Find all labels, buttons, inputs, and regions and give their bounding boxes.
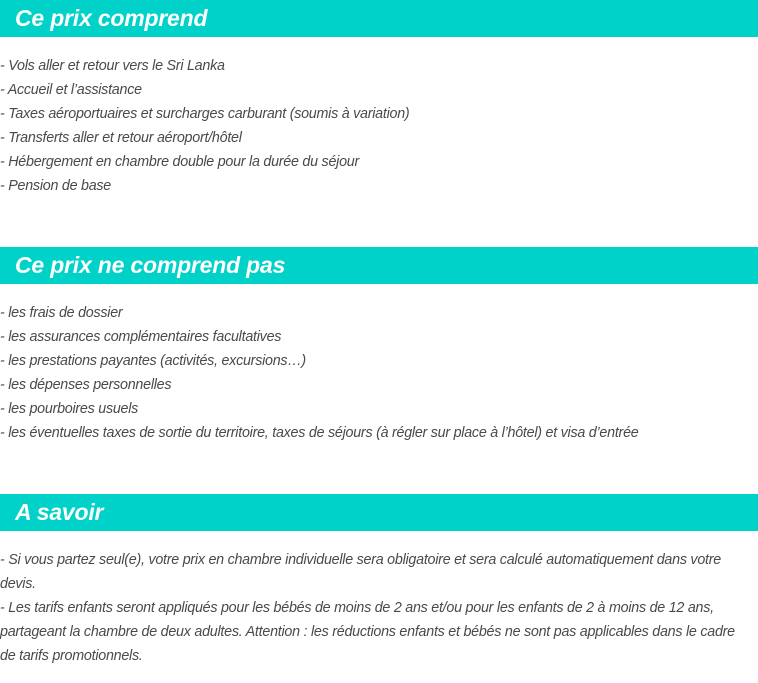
section-header — [0, 494, 758, 531]
section-title: A savoir — [15, 499, 104, 525]
included-list — [0, 37, 758, 198]
list-item: - les éventuelles taxes de sortie du territoire, taxes de séjours (à régler sur place à l’hôtel) et visa d’entrée — [0, 425, 639, 441]
list-item: - Taxes aéroportuaires et surcharges carburant (soumis à variation) — [0, 106, 410, 122]
section-good-to-know — [0, 494, 758, 668]
section-header — [0, 0, 758, 37]
list-item: - les frais de dossier — [0, 305, 123, 321]
note-paragraph: - Si vous partez seul(e), votre prix en chambre individuelle sera obligatoire et sera calculé automatiquement dans votre devis. — [0, 552, 721, 592]
section-header — [0, 247, 758, 284]
list-item: - Transferts aller et retour aéroport/hôtel — [0, 130, 242, 146]
list-item: - les dépenses personnelles — [0, 377, 172, 393]
notes-list — [0, 531, 758, 668]
list-item: - les pourboires usuels — [0, 401, 139, 417]
list-item: - Pension de base — [0, 178, 111, 194]
section-title: Ce prix comprend — [15, 5, 208, 31]
section-price-excludes — [0, 247, 758, 445]
excluded-list — [0, 284, 758, 445]
list-item: - Vols aller et retour vers le Sri Lanka — [0, 58, 225, 74]
list-item: - Hébergement en chambre double pour la durée du séjour — [0, 154, 359, 170]
list-item: - les prestations payantes (activités, excursions…) — [0, 353, 306, 369]
list-item: - les assurances complémentaires facultatives — [0, 329, 282, 345]
note-paragraph: - Les tarifs enfants seront appliqués pour les bébés de moins de 2 ans et/ou pour les enfants de 2 à moins de 12 ans, partageant la chambre de deux adultes. Attention : les réductions enfants et bébés ne sont pas applicables dans le cadre de tarifs promotionnels. — [0, 600, 735, 664]
section-title: Ce prix ne comprend pas — [15, 252, 286, 278]
list-item: - Accueil et l’assistance — [0, 82, 142, 98]
section-price-includes — [0, 0, 758, 198]
